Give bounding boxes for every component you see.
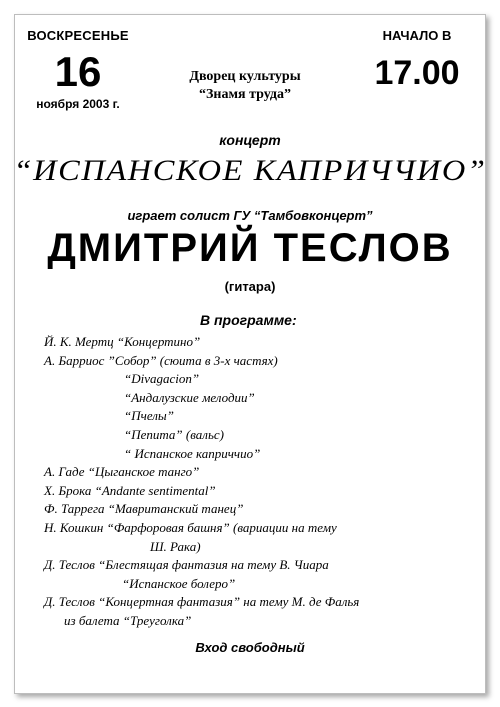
program-line: “ Испанское каприччио”: [124, 445, 261, 461]
program-line: Й. К. Мертц “Концертино”: [44, 334, 201, 349]
program-line: Х. Брока “Andante sentimental”: [44, 482, 216, 498]
start-label: НАЧАЛО В: [382, 28, 452, 43]
program-line: Д. Теслов “Блестящая фантазия на тему В. Чиара: [44, 557, 329, 573]
concert-label: концерт: [219, 132, 281, 148]
program-line: А. Барриос ”Собор” (сюита в 3-х частях): [44, 352, 278, 368]
admission-note: Вход свободный: [195, 640, 305, 655]
program-line: “Divagacion”: [124, 371, 200, 387]
instrument: (гитара): [224, 279, 276, 294]
concert-title: “ИСПАНСКОЕ КАПРИЧЧИО”: [13, 154, 487, 187]
month-year: ноября 2003 г.: [36, 97, 120, 111]
performer-name: ДМИТРИЙ ТЕСЛОВ: [47, 226, 453, 270]
performer-intro: играет солист ГУ “Тамбовконцерт”: [127, 208, 373, 223]
program-line: А. Гаде “Цыганское танго”: [44, 464, 200, 480]
program-line: “Пчелы”: [124, 408, 174, 424]
date-number: 16: [54, 48, 102, 95]
venue-block: [160, 68, 330, 104]
program-line: Н. Кошкин “Фарфоровая башня” (вариации на тему: [44, 519, 337, 535]
program-line: Д. Теслов “Концертная фантазия” на тему М. де Фалья: [44, 594, 360, 610]
start-block: [342, 28, 492, 93]
program-line: Ш. Рака): [150, 538, 201, 554]
day-of-week: ВОСКРЕСЕНЬЕ: [27, 28, 129, 43]
date-block: [18, 28, 138, 111]
program-line: Ф. Таррега “Мавританский танец”: [44, 501, 244, 517]
program-line: “Андалузские мелодии”: [124, 389, 255, 405]
program-heading: В программе:: [200, 312, 297, 328]
program-line: “Испанское болеро”: [122, 575, 236, 591]
program-line: “Пепита” (вальс): [124, 426, 224, 442]
program-list: [44, 333, 484, 631]
venue-line-1: Дворец культуры: [189, 69, 301, 84]
venue-line-2: “Знамя труда”: [199, 87, 291, 102]
start-time: 17.00: [374, 54, 460, 92]
program-line: из балета “Треуголка”: [64, 612, 192, 628]
